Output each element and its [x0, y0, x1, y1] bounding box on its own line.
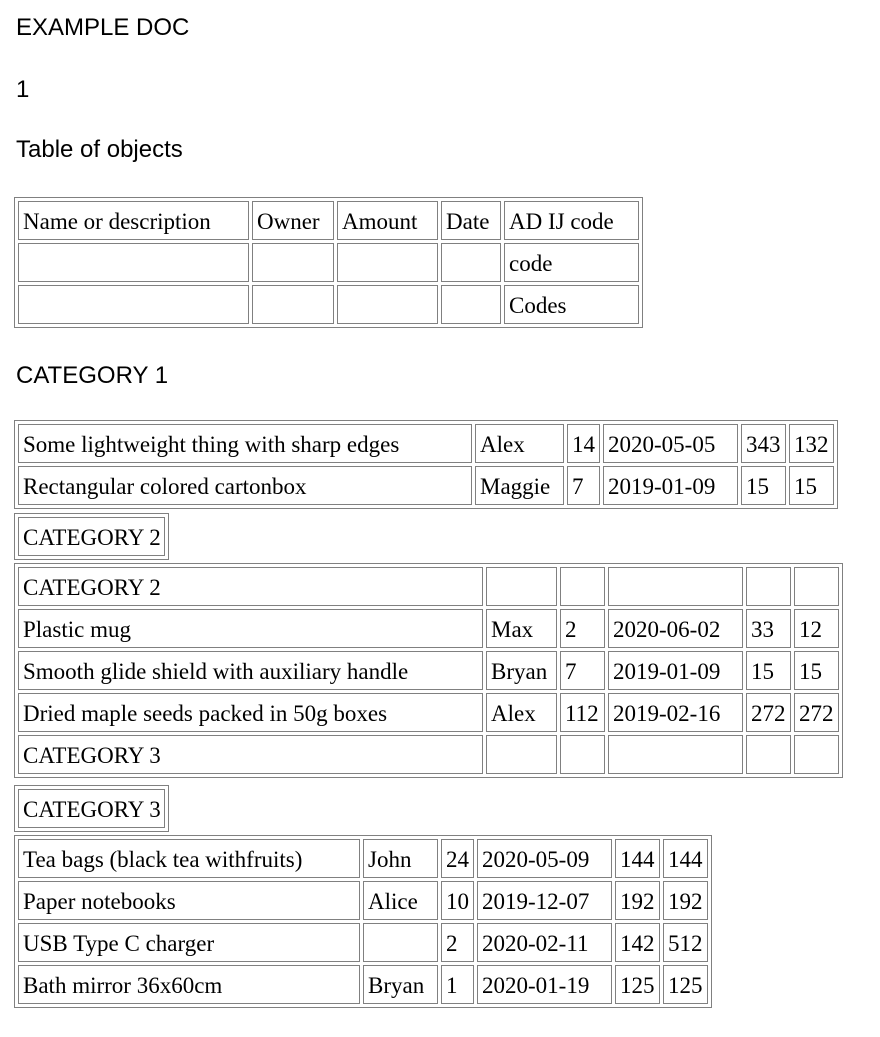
owner-cell: Alex — [486, 693, 557, 732]
table-row — [18, 923, 708, 962]
value-cell: 15 — [746, 651, 791, 690]
category-2-label-table — [14, 513, 169, 560]
amount-cell — [560, 735, 605, 774]
date-cell: 2020-05-09 — [477, 839, 612, 878]
owner-cell: Bryan — [486, 651, 557, 690]
value-cell: 132 — [789, 424, 834, 463]
table-cell — [18, 285, 249, 324]
header-cell-owner: Owner — [252, 201, 334, 240]
table-cell — [337, 243, 438, 282]
amount-cell: 7 — [567, 466, 600, 505]
value-cell: 15 — [794, 651, 839, 690]
value-cell: 512 — [663, 923, 708, 962]
date-cell: 2020-02-11 — [477, 923, 612, 962]
amount-cell: 1 — [441, 965, 474, 1004]
value-cell: 192 — [615, 881, 660, 920]
owner-cell — [486, 567, 557, 606]
item-name-cell: Tea bags (black tea withfruits) — [18, 839, 360, 878]
document-title: EXAMPLE DOC — [16, 14, 190, 41]
table-cell — [337, 285, 438, 324]
date-cell: 2020-06-02 — [608, 609, 743, 648]
date-cell: 2020-01-19 — [477, 965, 612, 1004]
category-2-label: CATEGORY 2 — [18, 517, 165, 556]
category-1-table — [14, 420, 838, 509]
owner-cell — [363, 923, 438, 962]
owner-cell — [486, 735, 557, 774]
table-cell: code — [504, 243, 639, 282]
value-cell: 125 — [663, 965, 708, 1004]
owner-cell: Alex — [475, 424, 564, 463]
value-cell: 144 — [615, 839, 660, 878]
table-row — [18, 567, 839, 606]
page-number: 1 — [16, 76, 30, 103]
item-name-cell: USB Type C charger — [18, 923, 360, 962]
item-name-cell: Dried maple seeds packed in 50g boxes — [18, 693, 483, 732]
value-cell: 15 — [741, 466, 786, 505]
value-cell: 192 — [663, 881, 708, 920]
table-row — [18, 285, 639, 324]
header-cell-code: AD IJ code — [504, 201, 639, 240]
table-cell — [18, 243, 249, 282]
value-cell: 272 — [794, 693, 839, 732]
table-header-row — [18, 201, 639, 240]
owner-cell: Alice — [363, 881, 438, 920]
amount-cell: 14 — [567, 424, 600, 463]
value-cell: 343 — [741, 424, 786, 463]
date-cell: 2019-12-07 — [477, 881, 612, 920]
value-cell: 15 — [789, 466, 834, 505]
date-cell: 2019-01-09 — [603, 466, 738, 505]
header-cell-date: Date — [441, 201, 501, 240]
owner-cell: Max — [486, 609, 557, 648]
category-3-label-table — [14, 785, 169, 832]
header-cell-amount: Amount — [337, 201, 438, 240]
amount-cell: 2 — [560, 609, 605, 648]
table-cell — [252, 243, 334, 282]
table-row — [18, 651, 839, 690]
owner-cell: Maggie — [475, 466, 564, 505]
item-name-cell: Some lightweight thing with sharp edges — [18, 424, 472, 463]
category-3-table — [14, 835, 712, 1008]
date-cell — [608, 567, 743, 606]
value-cell: 142 — [615, 923, 660, 962]
category-3-label: CATEGORY 3 — [18, 789, 165, 828]
table-cell — [441, 285, 501, 324]
table-row — [18, 466, 834, 505]
amount-cell: 2 — [441, 923, 474, 962]
value-cell — [746, 567, 791, 606]
table-row — [18, 789, 165, 828]
date-cell: 2019-02-16 — [608, 693, 743, 732]
table-row — [18, 735, 839, 774]
category-2-table — [14, 563, 843, 778]
category-1-heading: CATEGORY 1 — [16, 362, 169, 389]
objects-table — [14, 197, 643, 328]
value-cell: 272 — [746, 693, 791, 732]
owner-cell: John — [363, 839, 438, 878]
item-name-cell: CATEGORY 3 — [18, 735, 483, 774]
table-row — [18, 965, 708, 1004]
date-cell — [608, 735, 743, 774]
item-name-cell: CATEGORY 2 — [18, 567, 483, 606]
table-cell — [252, 285, 334, 324]
date-cell: 2020-05-05 — [603, 424, 738, 463]
item-name-cell: Paper notebooks — [18, 881, 360, 920]
value-cell: 12 — [794, 609, 839, 648]
table-cell: Codes — [504, 285, 639, 324]
value-cell — [794, 567, 839, 606]
item-name-cell: Plastic mug — [18, 609, 483, 648]
value-cell: 33 — [746, 609, 791, 648]
table-row — [18, 609, 839, 648]
value-cell — [794, 735, 839, 774]
amount-cell: 10 — [441, 881, 474, 920]
table-row — [18, 839, 708, 878]
value-cell: 144 — [663, 839, 708, 878]
value-cell: 125 — [615, 965, 660, 1004]
owner-cell: Bryan — [363, 965, 438, 1004]
table-row — [18, 517, 165, 556]
table-row — [18, 424, 834, 463]
amount-cell — [560, 567, 605, 606]
value-cell — [746, 735, 791, 774]
table-cell — [441, 243, 501, 282]
item-name-cell: Bath mirror 36x60cm — [18, 965, 360, 1004]
table-row — [18, 693, 839, 732]
table-row — [18, 243, 639, 282]
item-name-cell: Smooth glide shield with auxiliary handle — [18, 651, 483, 690]
amount-cell: 112 — [560, 693, 605, 732]
amount-cell: 24 — [441, 839, 474, 878]
date-cell: 2019-01-09 — [608, 651, 743, 690]
objects-table-heading: Table of objects — [16, 136, 183, 163]
header-cell-name: Name or description — [18, 201, 249, 240]
amount-cell: 7 — [560, 651, 605, 690]
table-row — [18, 881, 708, 920]
item-name-cell: Rectangular colored cartonbox — [18, 466, 472, 505]
